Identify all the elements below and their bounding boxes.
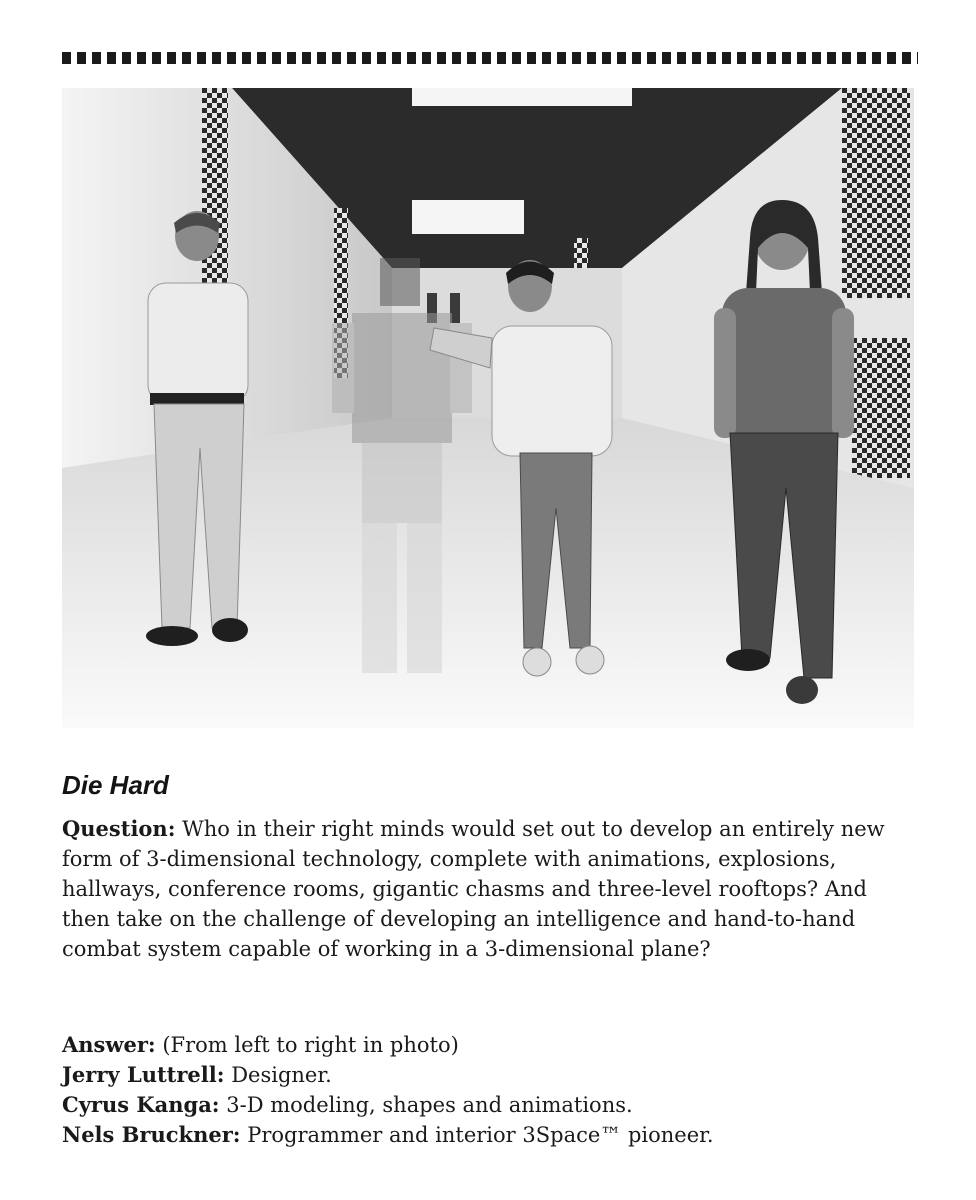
dotted-rule bbox=[62, 52, 918, 64]
credit-name: Jerry Luttrell: bbox=[62, 1062, 225, 1087]
answer-text: (From left to right in photo) bbox=[162, 1033, 459, 1057]
credit-role: Programmer and interior 3Space™ pioneer. bbox=[247, 1123, 714, 1147]
credit-role: Designer. bbox=[231, 1063, 332, 1087]
credit-line bbox=[62, 1120, 922, 1150]
credit-line bbox=[62, 1090, 922, 1120]
question-paragraph bbox=[62, 814, 902, 964]
answer-block bbox=[62, 1030, 922, 1150]
question-label: Question: bbox=[62, 816, 176, 841]
article-title: Die Hard bbox=[62, 770, 169, 800]
credit-line bbox=[62, 1060, 922, 1090]
team-photo bbox=[62, 88, 914, 728]
credit-role: 3-D modeling, shapes and animations. bbox=[226, 1093, 633, 1117]
answer-label: Answer: bbox=[62, 1032, 156, 1057]
credit-name: Nels Bruckner: bbox=[62, 1122, 241, 1147]
answer-line bbox=[62, 1030, 922, 1060]
question-text: Who in their right minds would set out to develop an entirely new form of 3-dimensional technology, complete with animations, explosions, hallways, conference rooms, gigantic chasms and three-level rooftops? And then take on the challenge of developing an intelligence and hand-to-hand combat system capable of working in a 3-dimensional plane? bbox=[62, 817, 885, 961]
credit-name: Cyrus Kanga: bbox=[62, 1092, 220, 1117]
